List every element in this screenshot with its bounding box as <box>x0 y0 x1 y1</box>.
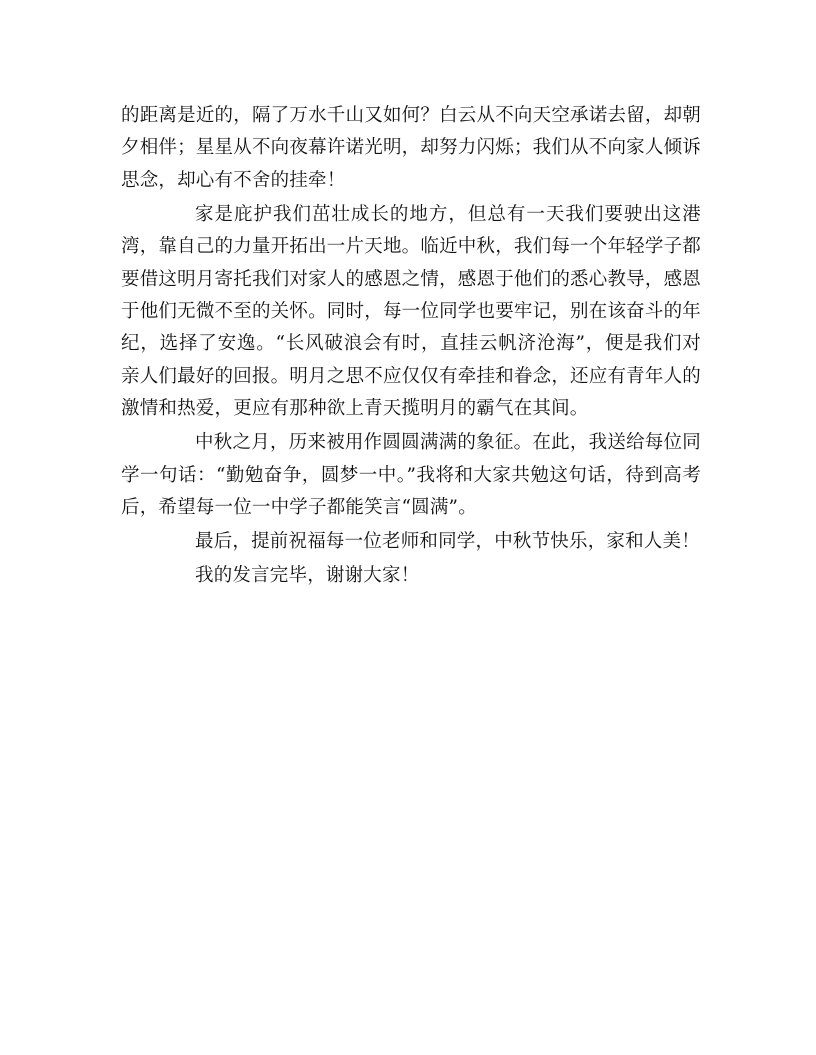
paragraph-home-and-gratitude: 家是庇护我们茁壮成长的地方，但总有一天我们要驶出这港湾，靠自己的力量开拓出一片天地。临近中秋，我们每一个年轻学子都要借这明月寄托我们对家人的感恩之情，感恩于他们的悉心教导，感恩于他们无微不至的关怀。同时，每一位同学也要牢记，别在该奋斗的年纪，选择了安逸。“长风破浪会有时，直挂云帆济沧海”，便是我们对亲人们最好的回报。明月之思不应仅仅有牵挂和眷念，还应有青年人的激情和热爱，更应有那种欲上青天揽明月的霸气在其间。 <box>121 203 701 420</box>
paragraph-mid-autumn-motto: 中秋之月，历来被用作圆圆满满的象征。在此，我送给每位同学一句话：“勤勉奋争，圆梦一中。”我将和大家共勉这句话，待到高考后，希望每一位一中学子都能笑言“圆满”。 <box>121 432 701 519</box>
paragraph-continuation: 的距离是近的，隔了万水千山又如何？白云从不向天空承诺去留，却朝夕相伴；星星从不向夜幕许诺光明，却努力闪烁；我们从不向家人倾诉思念，却心有不舍的挂牵！ <box>121 105 701 191</box>
paragraph-closing: 我的发言完毕，谢谢大家！ <box>195 565 420 587</box>
paragraph-blessing: 最后，提前祝福每一位老师和同学，中秋节快乐，家和人美！ <box>195 531 700 553</box>
speech-body <box>121 100 701 594</box>
